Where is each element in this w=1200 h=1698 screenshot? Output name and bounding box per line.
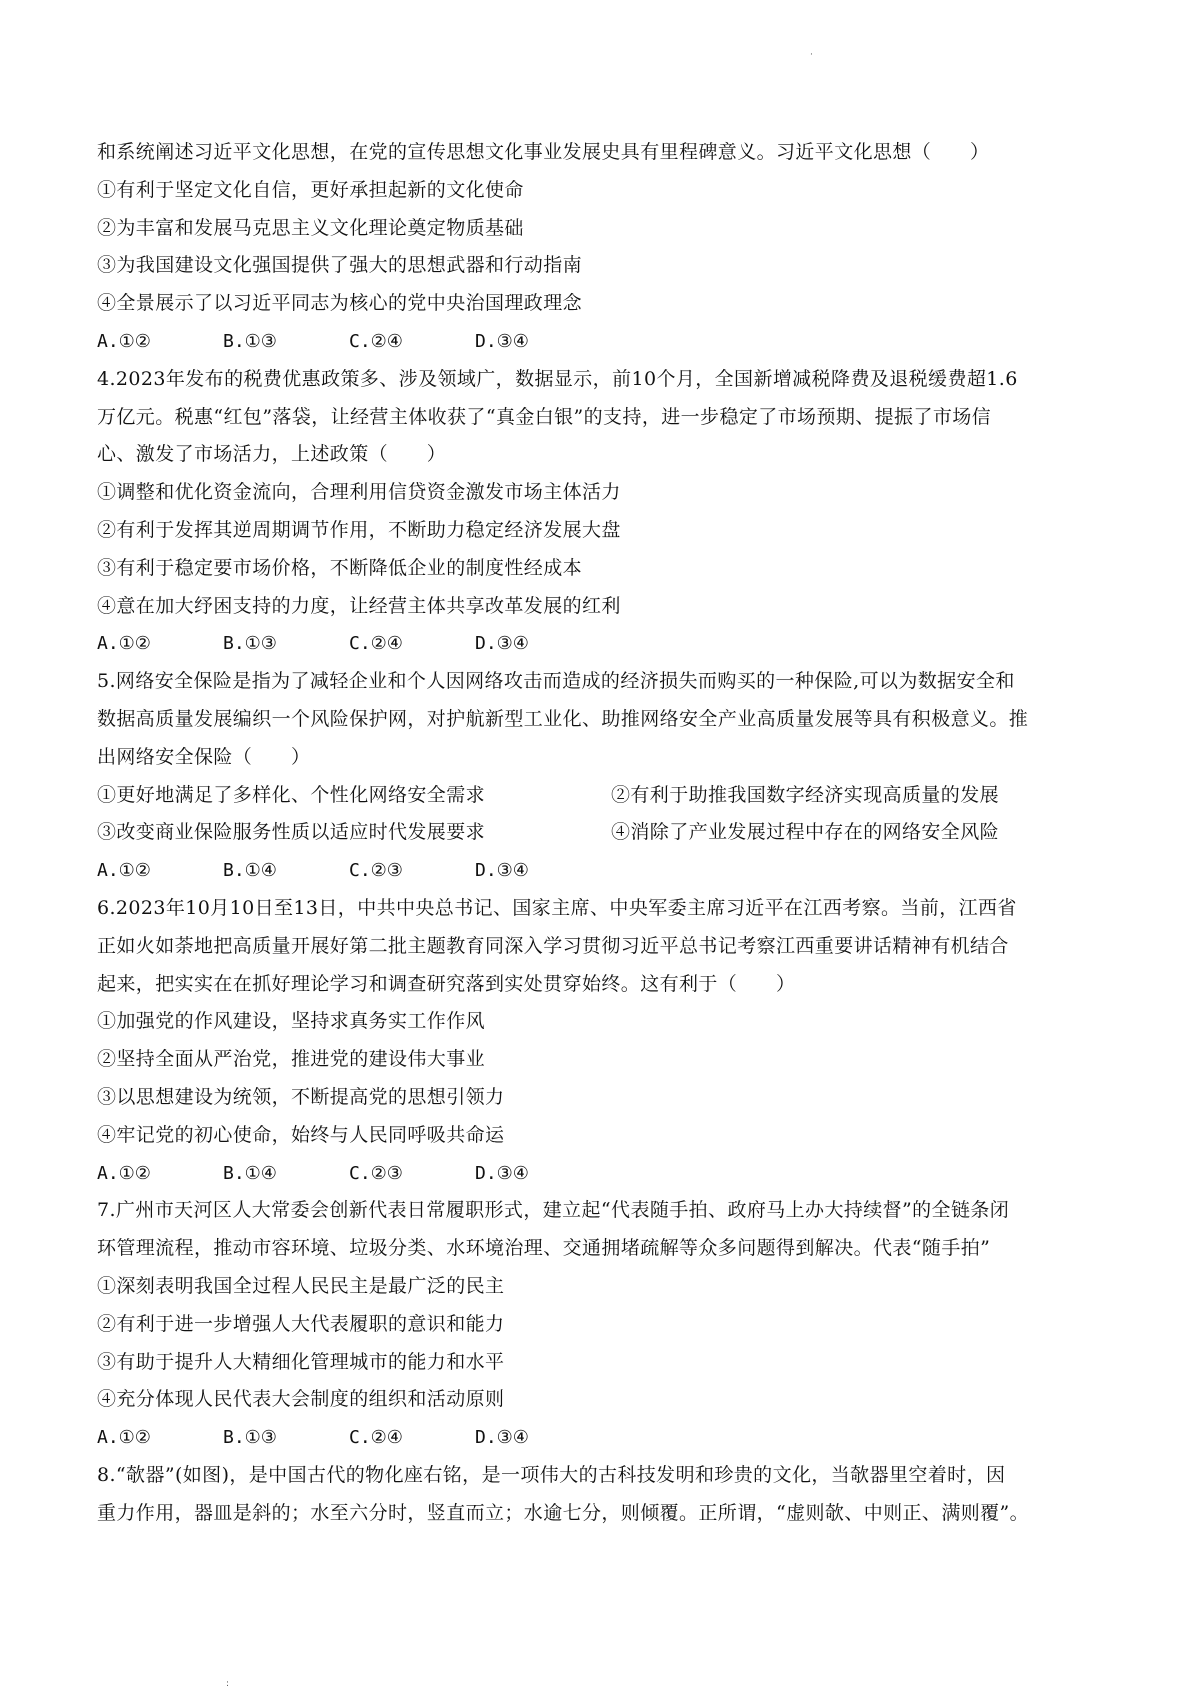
question-4-option-b: B.①③ bbox=[223, 633, 277, 655]
question-3-item-1: ①有利于坚定文化自信，更好承担起新的文化使命 bbox=[97, 178, 524, 201]
question-7-option-b: B.①③ bbox=[223, 1427, 277, 1449]
question-5-item-1: ①更好地满足了多样化、个性化网络安全需求 bbox=[97, 783, 486, 806]
question-4 bbox=[97, 361, 1115, 663]
question-3-option-d: D.③④ bbox=[475, 330, 529, 352]
question-3-option-a: A.①② bbox=[97, 330, 151, 352]
question-6-stem-line-2: 正如火如荼地把高质量开展好第二批主题教育同深入学习贯彻习近平总书记考察江西重要讲话精神有机结合 bbox=[97, 934, 1009, 957]
question-7-option-c: C.②④ bbox=[349, 1427, 403, 1449]
question-5-stem-line-2: 数据高质量发展编织一个风险保护网，对护航新型工业化、助推网络安全产业高质量发展等具有积极意义。推 bbox=[97, 707, 1029, 730]
question-4-option-a: A.①② bbox=[97, 633, 151, 655]
question-6-option-a: A.①② bbox=[97, 1162, 151, 1184]
question-3-option-c: C.②④ bbox=[349, 330, 403, 352]
question-7-options bbox=[97, 1419, 1115, 1457]
question-8-stem-line-1: 8.“欹器”(如图)，是中国古代的物化座右铭，是一项伟大的古科技发明和珍贵的文化，当欹器里空着时，因 bbox=[97, 1463, 1006, 1486]
question-4-item-1: ①调整和优化资金流向，合理利用信贷资金激发市场主体活力 bbox=[97, 481, 621, 504]
question-5-items-row-2 bbox=[97, 814, 1115, 852]
question-7-stem-line-2: 环管理流程，推动市容环境、垃圾分类、水环境治理、交通拥堵疏解等众多问题得到解决。代表“随手拍” bbox=[97, 1237, 991, 1260]
question-4-stem-line-3: 心、激发了市场活力，上述政策（ ） bbox=[97, 443, 447, 466]
question-5-stem-line-3: 出网络安全保险（ ） bbox=[97, 745, 311, 768]
question-5-items-row-1 bbox=[97, 777, 1115, 815]
question-6-item-4: ④牢记党的初心使命，始终与人民同呼吸共命运 bbox=[97, 1123, 505, 1146]
question-5-options bbox=[97, 852, 1115, 890]
question-4-option-c: C.②④ bbox=[349, 633, 403, 655]
question-4-stem-line-1: 4.2023年发布的税费优惠政策多、涉及领域广，数据显示，前10个月，全国新增减税降费及退税缓费超1.6 bbox=[97, 367, 1018, 390]
question-5-option-c: C.②③ bbox=[349, 860, 403, 882]
question-3-options bbox=[97, 323, 1115, 361]
question-6-options bbox=[97, 1155, 1115, 1193]
question-7-option-a: A.①② bbox=[97, 1427, 151, 1449]
question-3 bbox=[97, 134, 1115, 361]
question-7-stem-line-1: 7.广州市天河区人大常委会创新代表日常履职形式，建立起“代表随手拍、政府马上办大持续督”的全链条闭 bbox=[97, 1199, 1010, 1222]
question-3-option-b: B.①③ bbox=[223, 330, 277, 352]
question-5-option-d: D.③④ bbox=[475, 860, 529, 882]
question-7-option-d: D.③④ bbox=[475, 1427, 529, 1449]
question-4-stem-line-2: 万亿元。税惠“红包”落袋，让经营主体收获了“真金白银”的支持，进一步稳定了市场预期、提振了市场信 bbox=[97, 405, 992, 428]
question-5-option-a: A.①② bbox=[97, 860, 151, 882]
question-content bbox=[97, 134, 1115, 1532]
question-8-stem-line-2: 重力作用，器皿是斜的；水至六分时，竖直而立；水逾七分，则倾覆。正所谓，“虚则欹、中则正、满则覆”。 bbox=[97, 1501, 1030, 1524]
question-4-item-2: ②有利于发挥其逆周期调节作用，不断助力稳定经济发展大盘 bbox=[97, 518, 621, 541]
question-7-item-1: ①深刻表明我国全过程人民民主是最广泛的民主 bbox=[97, 1274, 505, 1297]
question-6-item-3: ③以思想建设为统领，不断提高党的思想引领力 bbox=[97, 1085, 505, 1108]
question-6-stem-line-1: 6.2023年10月10日至13日，中共中央总书记、国家主席、中央军委主席习近平在江西考察。当前，江西省 bbox=[97, 896, 1017, 919]
question-7-item-2: ②有利于进一步增强人大代表履职的意识和能力 bbox=[97, 1312, 505, 1335]
question-3-item-3: ③为我国建设文化强国提供了强大的思想武器和行动指南 bbox=[97, 254, 583, 277]
question-6-option-b: B.①④ bbox=[223, 1162, 277, 1184]
question-4-option-d: D.③④ bbox=[475, 633, 529, 655]
question-6-option-c: C.②③ bbox=[349, 1162, 403, 1184]
question-8 bbox=[97, 1457, 1115, 1533]
page-mark-bottom: : bbox=[226, 1679, 230, 1689]
question-5-item-2: ②有利于助推我国数字经济实现高质量的发展 bbox=[611, 783, 1000, 806]
question-6-option-d: D.③④ bbox=[475, 1162, 529, 1184]
question-4-item-3: ③有利于稳定要市场价格，不断降低企业的制度性经成本 bbox=[97, 556, 583, 579]
question-7-item-3: ③有助于提升人大精细化管理城市的能力和水平 bbox=[97, 1350, 505, 1373]
question-7 bbox=[97, 1192, 1115, 1457]
question-6-item-2: ②坚持全面从严治党，推进党的建设伟大事业 bbox=[97, 1048, 486, 1071]
question-3-item-4: ④全景展示了以习近平同志为核心的党中央治国理政理念 bbox=[97, 292, 583, 315]
question-5 bbox=[97, 663, 1115, 890]
question-4-item-4: ④意在加大纾困支持的力度，让经营主体共享改革发展的红利 bbox=[97, 594, 621, 617]
question-7-item-4: ④充分体现人民代表大会制度的组织和活动原则 bbox=[97, 1388, 505, 1411]
question-3-stem-tail: 和系统阐述习近平文化思想，在党的宣传思想文化事业发展史具有里程碑意义。习近平文化思想（ ） bbox=[97, 141, 990, 163]
page-mark-top: · bbox=[810, 50, 813, 60]
question-6 bbox=[97, 890, 1115, 1192]
question-6-item-1: ①加强党的作风建设，坚持求真务实工作作风 bbox=[97, 1010, 486, 1033]
question-4-options bbox=[97, 625, 1115, 663]
question-5-stem-line-1: 5.网络安全保险是指为了减轻企业和个人因网络攻击而造成的经济损失而购买的一种保险,可以为数据安全和 bbox=[97, 670, 1015, 693]
question-5-item-4: ④消除了产业发展过程中存在的网络安全风险 bbox=[611, 821, 1000, 844]
question-6-stem-line-3: 起来，把实实在在抓好理论学习和调查研究落到实处贯穿始终。这有利于（ ） bbox=[97, 972, 796, 995]
question-5-item-3: ③改变商业保险服务性质以适应时代发展要求 bbox=[97, 821, 486, 844]
question-3-item-2: ②为丰富和发展马克思主义文化理论奠定物质基础 bbox=[97, 216, 524, 239]
question-5-option-b: B.①④ bbox=[223, 860, 277, 882]
